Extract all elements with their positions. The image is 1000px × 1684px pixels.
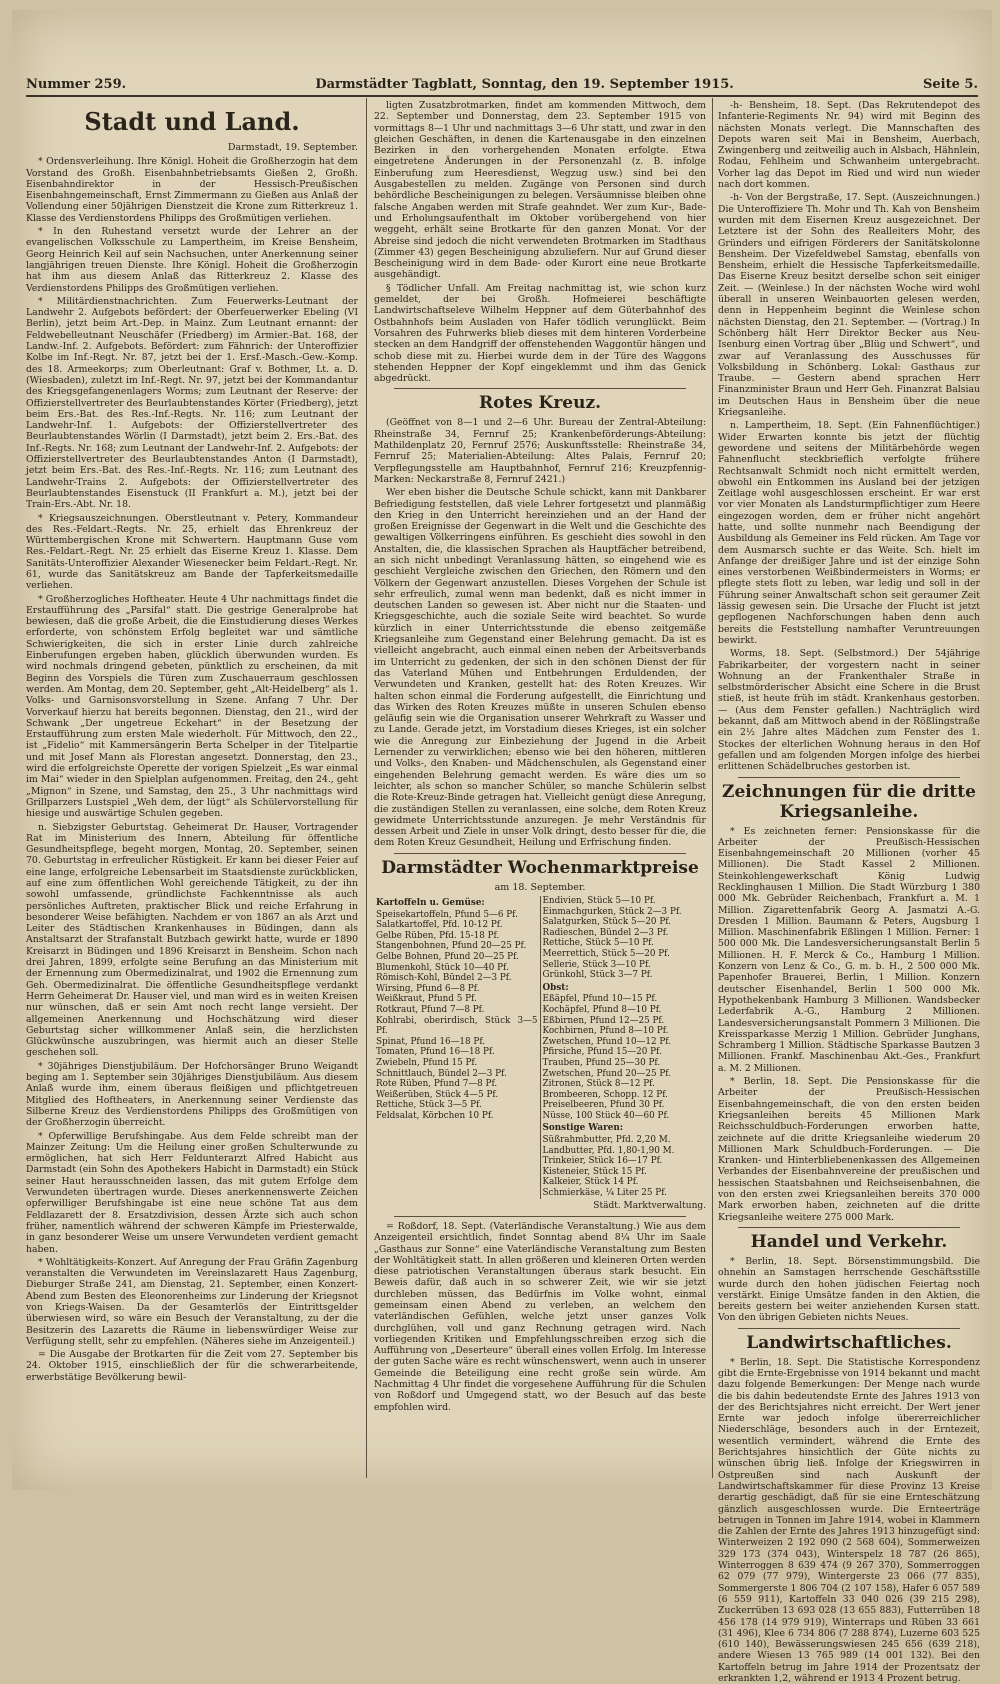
price-item: Endivien, Stück 5—10 Pf. [542,896,656,906]
divider [394,388,686,389]
article-paragraph: n. Lampertheim, 18. Sept. (Ein Fahnenflüchtiger.) Wider Erwarten konnte bis jetzt der flüchtig gewordene und seitens der Militärbehörde wegen Fahnenflucht steckbrieflich verfolgte frühere Rechtsanwalt Schmidt noch nicht ermittelt werden, obwohl ein Entkommen ins Ausland bei der jetzigen Zeitlage wohl ausgeschlossen erscheint. Er war erst vor vier Monaten als Landsturmpflichtiger zum Heere eingezogen worden, dem er früher nicht angehört hatte, und sollte nunmehr nach Beendigung der Ausbildung als Gemeiner ins Feld rücken. Am Tage vor dem Ausmarsch suchte er das Weite. Sch. hielt im Anfange der dreißiger Jahre und ist der einzige Sohn eines verstorbenen Weißbindermeisters in Worms; er pflegte stets flott zu leben, war ledig und soll in der Führung seiner Anwaltschaft schon seit geraumer Zeit lässig gewesen sein. Die Ursache der Flucht ist jetzt gepflogenen Nachforschungen haben denn auch bereits die Feststellung namhafter Veruntreuungen bewirkt. [718,420,980,646]
page-number: Seite 5. [923,77,978,92]
price-item: Speisekartoffeln, Pfund 5—6 Pf. [376,909,518,920]
article-paragraph: * Wohltätigkeits-Konzert. Auf Anregung der Frau Gräfin Zagenburg veranstalten die Verwundeten im Vereinslazarett Haus Zagenburg, Dieburger Straße 241, am Dienstag, 21. September, einen Konzert-Abend zum Besten des Eleonorenheims zur Linderung der Kriegsnot von Kriegs-Waisen. Da der Gesamterlös der Eintrittsgelder überwiesen wird, so wäre ein Besuch der Veranstaltung, zu der die Besitzerin des Lazaretts die Räume in liebenswürdiger Weise zur Verfügung stellt, sehr zu empfehlen. (Näheres siehe im Anzeigenteil.) [26,1256,358,1347]
divider [394,853,686,854]
article-paragraph: * Berlin, 18. Sept. Die Statistische Korrespondenz gibt die Ernte-Ergebnisse von 1914 bekannt und macht dazu folgende Bemerkungen: Der Menge nach wurde die bis dahin bedeutendste Ernte des Jahres 1913 von der des Berichtsjahres nicht erreicht. Der Wert jener Ernte war jedoch infolge übererreichlicher Niederschläge, besonders auch in der Erntezeit, wesentlich vermindert, während die Ernte des Berichtsjahres hinsichtlich der Güte nichts zu wünschen übrig ließ. Infolge der Kriegswirren in Ostpreußen sind nach Auskunft der Landwirtschaftskammer für diese Provinz 13 Kreise derartig geschädigt, daß für sie eine Ernteschätzung gänzlich ausgeschlossen wurde. Die Ernteerträge betrugen in Tonnen im Jahre 1914, wobei in Klammern die Zahlen der Ernte des Jahres 1913 hinzugefügt sind: Winterweizen 2 192 090 (2 568 604), Sommerweizen 329 173 (374 043), Winterspelz 18 787 (26 865), Winterroggen 8 639 474 (9 267 370), Sommerroggen 62 079 (77 979), Wintergerste 23 066 (77 835), Sommergerste 1 806 704 (2 107 158), Hafer 6 057 589 (6 559 911), Kartoffeln 33 040 026 (39 215 298), Zuckerrüben 13 693 028 (13 655 883), Futterrüben 18 456 178 (14 979 919), Winterraps und Rüben 33 661 (31 496), Klee 6 734 806 (7 288 874), Luzerne 603 525 (610 140), Bewässerungswiesen 245 656 (639 218), andere Wiesen 13 765 989 (14 001 132). Bei den Kartoffeln betrug im Jahre 1914 der Prozentsatz der erkrankten 1,2, während er 1913 4 Prozent betrug. [718,1356,981,1684]
section-heading-kriegsanleihe: Zeichnungen für die dritte Kriegsanleihe. [722,781,976,822]
price-item: Trinkeier, Stück 16—17 Pf. [542,1156,663,1167]
article-paragraph: = Roßdorf, 18. Sept. (Vaterländische Veranstaltung.) Wie aus dem Anzeigenteil ersichtlich, findet Sonntag abend 8¼ Uhr im Saale „Gasthaus zur Sonne“ eine Vaterländische Veranstaltung zum Besten der Wohltätigkeit statt. In allen größeren und kleineren Orten werden diese patriotischen Veranstaltungen überaus stark besucht. Ein Beweis dafür, daß auch in so schwerer Zeit, wie wir sie jetzt durchleben müssen, das Bedürfnis im Volke wohnt, einmal gemeinsam einen Abend zu verleben, an welchem den vaterländischen Gefühlen, welche jetzt unser ganzes Volk durchglühen, voll und ganz Rechnung getragen wird. Nach vorliegenden Kritiken und Empfehlungsschreiben erzog sich die Aufführung von „Deserteure“ überall eines vollen Erfolg. Im Interesse der guten Sache wäre es recht wünschenswert, wenn auch in unserer Gemeinde die Beteiligung eine recht große sein würde. Am Nachmittag 4 Uhr findet die vorgesehene Aufführung für die Schulen von Roßdorf und Umgegend statt, wo der Besuch auf das beste empfohlen wird. [374,1220,706,1413]
issue-number: Nummer 259. [26,77,127,92]
price-item: Salatkartoffel, Pfd. 10-12 Pf. [376,920,503,931]
price-item: Nüsse, 100 Stück 40—60 Pf. [542,1110,670,1121]
price-item: Rettiche, Stück 3—5 Pf. [376,1100,482,1111]
price-group-label: Kartoffeln u. Gemüse: [376,898,485,908]
price-group-label: Sonstige Waren: [542,1123,623,1134]
price-item: Sellerie, Stück 3—10 Pf. [542,959,651,970]
price-item: Weißkraut, Pfund 5 Pf. [376,994,477,1005]
section-heading-stadt-und-land: Stadt und Land. [84,107,300,136]
newspaper-title: Darmstädter Tagblatt, Sonntag, den 19. September 1915. [315,77,734,92]
article-paragraph: * Kriegsauszeichnungen. Oberstleutnant v. Petery, Kommandeur des Res.-Feldart.-Regts. Nr. 25, erhielt das Ehrenkreuz der Württembergischen Krone mit Schwertern. Hauptmann Guse vom Res.-Feldart.-Regt. Nr. 25 erhielt das Eiserne Kreuz 1. Klasse. Dem Sanitäts-Unteroffizier Alexander Wiesenecker beim Feldart.-Regt. Nr. 61, wurde das Sanitätskreuz am Bande der Tapferkeitsmedaille verliehen. [26,512,358,592]
newspaper-page [12,10,992,1684]
price-item: Landbutter, Pfd. 1,80-1,90 M. [542,1145,675,1156]
price-item: Schmierkäse, ¼ Liter 25 Pf. [542,1188,667,1199]
article-paragraph: (Geöffnet von 8—1 und 2—6 Uhr. Bureau der Zentral-Abteilung: Rheinstraße 34, Fernruf 25; Krankenbeförderungs-Abteilung: Mathildenplatz 20, Fernruf 2576; Auskunftsstelle: Rheinstraße 34, Fernruf 25; Materialien-Abteilung: Altes Palais, Fernruf 20; Verpflegungsstelle am Hauptbahnhof, Fernruf 216; Kreuzpfennig-Marken: Neckarstraße 8, Fernruf 2421.) [374,417,706,485]
price-item: Gelbe Bohnen, Pfund 20—25 Pf. [376,951,519,962]
price-column-right [540,896,706,1199]
price-item: Zwetschen, Pfund 10—12 Pf. [542,1036,672,1047]
divider [738,777,960,778]
section-heading-landwirtschaftliches: Landwirtschaftliches. [746,1332,952,1353]
price-item: Kohlrabi, oberirdisch, Stück 3—5 Pf. [376,1015,538,1037]
price-item: Spinat, Pfund 16—18 Pf. [376,1036,486,1047]
price-item: Wirsing, Pfund 6—8 Pf. [376,983,480,994]
article-paragraph: * Berlin, 18. Sept. Börsenstimmungsbild. Die ohnehin an Samstagen herrschende Geschäftsstille wurde durch den hohen jüdischen Feiertag noch verstärkt. Einige Umsätze fanden in den Aktien, die bereits gestern bei weiter anziehenden Kursen statt. Von den übrigen Gebieten nichts Neues. [718,1255,980,1324]
section-heading-rotes-kreuz: Rotes Kreuz. [478,393,602,414]
price-item: Brombeeren, Schopp. 12 Pf. [542,1089,668,1100]
price-item: Zwiebeln, Pfund 15 Pf. [376,1057,478,1068]
price-item: Meerrettich, Stück 5—20 Pf. [542,948,670,959]
article-paragraph: Worms, 18. Sept. (Selbstmord.) Der 54jährige Fabrikarbeiter, der vorgestern nacht in seiner Wohnung an der Frankenthaler Straße in selbstmörderischer Absicht eine Schere in die Brust stieß, ist heute früh im städt. Krankenhaus gestorben. — (Aus dem Fenster gefallen.) Nachträglich wird bekannt, daß am Mittwoch abend in der Rößlingstraße ein 2½ Jahre altes Mädchen zum Fenster des 1. Stockes der elterlichen Wohnung heraus in den Hof gefallen und am folgenden Morgen infolge des hierbei erlittenen Schädelbruches gestorben ist. [718,648,980,773]
price-item: Radieschen, Bündel 2—3 Pf. [542,927,669,938]
article-paragraph: * In den Ruhestand versetzt wurde der Lehrer an der evangelischen Volksschule zu Lampertheim, im Kreise Bensheim, Georg Heinrich Keil auf sein Nachsuchen, unter Anerkennung seiner langjährigen treuen Dienste. Ihre Königl. Hoheit die Großherzogin hat ihm aus diesem Anlaß das Ritterkreuz 2. Klasse des Verdienstordens Philipps des Großmütigen verliehen. [26,226,358,294]
article-paragraph: § Tödlicher Unfall. Am Freitag nachmittag ist, wie schon kurz gemeldet, der bei Großh. Hofmeierei beschäftigte Landwirtschaftseleve Wilhelm Heppner auf dem Güterbahnhof des Ostbahnhofs beim Ausladen von Hafer tödlich verunglückt. Beim Vorsahren des Fuhrwerks blieb dieses mit dem hinteren Vorderbeine stecken an dem Handgriff der offenstehenden Waggontür hängen und schob diese mit zu. Hierbei wurde dem in der Türe des Waggons stehenden Heppner der Kopf eingeklemmt und ihm das Genick abgedrückt. [374,282,706,385]
divider [394,1216,686,1217]
price-item: Rotkraut, Pfund 7—8 Pf. [376,1004,485,1015]
price-item: Gelbe Rüben, Pfd. 15-18 Pf. [376,930,500,941]
article-paragraph: * Großherzogliches Hoftheater. Heute 4 Uhr nachmittags findet die Erstaufführung des „Parsifal“ statt. Die gestrige Generalprobe hat bewiesen, daß die große Arbeit, die die Einstudierung dieses Werkes erforderte, von schönstem Erfolg begleitet war und sämtliche Schwierigkeiten, die sich in erster Linie durch zahlreiche Einberufungen ergeben haben, glücklich überwunden wurden. Es wird nochmals dringend gebeten, pünktlich zu erscheinen, da mit Beginn des Vorspiels die Türen zum Zuschauerraum geschlossen werden. Am Montag, dem 20. September, geht „Alt-Heidelberg“ als 1. Volks- und Garnisonsvorstellung in Szene. Anfang 7 Uhr. Der Vorverkauf hierzu hat bereits begonnen. Dienstag, den 21., wird der Schwank „Der ungetreue Eckehart“ in der Besetzung der Erstaufführung zum ersten Male wiederholt. Für Mittwoch, den 22., ist „Fidelio“ mit Kammersängerin Berta Schelper in der Titelpartie und mit Josef Mann als Florestan angesetzt. Donnerstag, den 23., wird die erfolgreichste Operette der vorigen Spielzeit „Es war einmal im Mai“ wieder in den Spielplan aufgenommen. Freitag, den 24., geht „Mignon“ in Szene, und Samstag, den 25., 3 Uhr nachmittags wird Grillparzers Lustspiel „Weh dem, der lügt“ als Schülervorstellung für hiesige und auswärtige Schulen gegeben. [26,593,358,820]
article-paragraph: * Berlin, 18. Sept. Die Pensionskasse für die Arbeiter der Preußisch-Hessischen Eisenbahngemeinschaft, die von den ersten beiden Kriegsanleihen bereits 45 Millionen Mark Reichsschuldbuch-Forderungen erworben hatte, zeichnete auf die dritte Kriegsanleihe wiederum 20 Millionen Mark Schuldbuch-Forderungen. — Die Kranken- und Hinterbliebenenkassen des Allgemeinen Verbandes der Eisenbahnvereine der preußischen und hessischen Staatsbahnen und Reichseisenbahnen, die von den ersten zwei Kriegsanleihen bereits 370 000 Mark erworben haben, zeichneten auf die dritte Kriegsanleihe weitere 275 000 Mark. [718,1076,980,1223]
price-item: Eßäpfel, Pfund 10—15 Pf. [542,994,658,1005]
article-paragraph: * Ordensverleihung. Ihre Königl. Hoheit die Großherzogin hat dem Vorstand des Großh. Eisenbahnbetriebsamts Gießen 2, Großh. Eisenbahndirektor in der Hessisch-Preußischen Eisenbahngemeinschaft, Ernst Zimmermann zu Gießen aus Anlaß der Vollendung einer 50jährigen Dienstzeit die Krone zum Ritterkreuz 1. Klasse des Verdienstordens Philipps des Großmütigen verliehen. [26,156,358,224]
divider [738,1328,960,1329]
column-3 [718,100,981,1684]
market-date: am 18. September. [494,881,586,893]
price-item: Zwetschen, Pfund 20—25 Pf. [542,1068,672,1079]
article-paragraph: * 30jähriges Dienstjubiläum. Der Hofchorsänger Bruno Weigandt beging am 1. September sein 30jähriges Dienstjubiläum. Aus diesem Anlaß wurde ihm, einem überaus fleißigen und pflichtgetreuen Mitglied des Hoftheaters, in Anerkennung seiner Verdienste das Silberne Kreuz des Verdienstordens Philipps des Großmütigen von der Großherzogin überreicht. [26,1060,358,1129]
article-paragraph: ligten Zusatzbrotmarken, findet am kommenden Mittwoch, dem 22. September und Donnerstag, dem 23. September 1915 von vormittags 8—1 Uhr und nachmittags 3—6 Uhr statt, und zwar in den gleichen Geschäften, in denen die Kartenausgabe in den einzelnen Bezirken in den vorhergehenden Monaten erfolgte. Etwa eingetretene Änderungen in der Personenzahl (z. B. infolge Einberufung zum Heeresdienst, Wegzug usw.) sind bei den Ausgabestellen zu melden. Zugänge von Personen sind durch behördliche Bescheinigungen zu belegen. Versäumnisse bleiben ohne falsche Angaben werden mit Strafe geahndet. Wer zum Kur-, Bade- und Erholungsaufenthalt im Oktober vorübergehend von hier weggeht, erhält seine Brotkarte für den ganzen Monat. Vor der Abreise sind jedoch die nicht verwendeten Brotmarken im Stadthaus (Zimmer 43) gegen Bescheinigung abzuliefern. Nur auf Grund dieser Bescheinigung wird in dem Bade- oder Kurort eine neue Brotkarte ausgehändigt. [374,100,706,281]
column-1 [26,100,358,1478]
market-footer: Städt. Marktverwaltung. [593,1200,706,1211]
article-paragraph: * Militärdienstnachrichten. Zum Feuerwerks-Leutnant der Landwehr 2. Aufgebots befördert: der Oberfeuerwerker Ebeling (VI Berlin), jetzt beim Art.-Dep. in Mainz. Zum Leutnant ernannt: der Feldwebelleutnant Neuschäfer (Friedberg) im Armier.-Bat. 168, der Landw.-Inf. 2. Aufgebots. Befördert: zum Fähnrich: der Unteroffizier Kolbe im Inf.-Regt. Nr. 87, jetzt bei der 1. Ersf.-Masch.-Gew.-Komp. des 18. Armeekorps; zum Oberleutnant: Graf v. Bothmer, Lt. a. D. (Wiesbaden), zuletzt im Inf.-Regt. Nr. 97, jetzt bei der Kommandantur des Kriegsgefangenenlagers Worms; zum Leutnant der Reserve: der Offizierstellvertreter des Beurlaubtenstandes Körter (Friedberg), jetzt beim Ers.-Bat. des Res.-Inf.-Regts. Nr. 116; zum Leutnant der Landwehr-Inf. 1. Aufgebots: der Offizierstellvertreter des Beurlaubtenstandes Wörlin (I Darmstadt), jetzt beim 2. Ers.-Bat. des Inf.-Regts. Nr. 168; zum Leutnant der Landwehr-Inf. 2. Aufgebots: der Offizierstellvertreter des Beurlaubtenstandes Anton (I Darmstadt), jetzt beim Ers.-Bat. des Res.-Inf.-Regts. Nr. 116; zum Leutnant des Landwehr-Trains 2. Aufgebots: der Offizierstellvertreter des Beurlaubtenstandes Eisenstuck (II Frankfurt a. M.), jetzt bei der Train-Ers.-Abt. Nr. 18. [26,295,358,511]
price-item: Zitronen, Stück 8—12 Pf. [542,1079,655,1090]
price-item: Kisteneier, Stück 15 Pf. [542,1166,647,1177]
divider [738,1227,960,1228]
price-item: Weißerüben, Stück 4—5 Pf. [376,1089,499,1100]
price-item: Römisch-Kohl, Bündel 2—3 Pf. [376,973,512,984]
price-item: Schnittlauch, Bündel 2—3 Pf. [376,1068,507,1079]
column-2 [374,100,706,1478]
price-item: Preiselbeeren, Pfund 30 Pf. [542,1100,665,1111]
price-item: Kochäpfel, Pfund 8—10 Pf. [542,1004,662,1015]
price-item: Süßrahmbutter, Pfd. 2,20 M. [542,1135,671,1146]
section-heading-wochenmarktpreise: Darmstädter Wochenmarktpreise [381,857,699,878]
masthead [26,62,978,97]
article-paragraph: = Die Ausgabe der Brotkarten für die Zeit vom 27. September bis 24. Oktober 1915, einschließlich der für die schwerarbeitende, erwerbstätige Bevölkerung bewil- [26,1349,358,1383]
price-item: Einmachgurken, Stück 2—3 Pf. [542,906,682,917]
article-paragraph: -h- Bensheim, 18. Sept. (Das Rekrutendepot des Infanterie-Regiments Nr. 94) wird mit Beginn des nächsten Monats verlegt. Die Mannschaften des Depots waren seit Mai in Bensheim, Auerbach, Zwingenberg und zeitweilig auch in Alsbach, Hähnlein, Rodau, Fehlheim und Schwanheim untergebracht. Vorher lag das Depot im Ried und wird nun wieder nach dort kommen. [718,100,980,191]
price-item: Rettiche, Stück 5—10 Pf. [542,938,654,949]
price-item: Tomaten, Pfund 16—18 Pf. [376,1047,495,1058]
price-item: Feldsalat, Körbchen 10 Pf. [376,1110,494,1121]
price-group-label: Obst: [542,982,569,993]
column-rule [712,98,713,1478]
section-heading-handel-und-verkehr: Handel und Verkehr. [750,1231,948,1252]
column-rule [366,98,367,1478]
price-item: Kalkeier, Stück 14 Pf. [542,1177,639,1188]
price-item: Salatgurken, Stück 5—20 Pf. [542,917,671,928]
article-paragraph: * Es zeichneten ferner: Pensionskasse für die Arbeiter der Preußisch-Hessischen Eisenbahngemeinschaft 20 Millionen (vorher 45 Millionen). Die Stadt Kassel 2 Millionen. Steinkohlengewerkschaft König Ludwig Recklinghausen 1 Million. Die Stadt Würzburg 1 380 000 Mk. Gebrüder Reichenbach, Frankfurt a. M. 1 Million. Zigarettenfabrik Georg A. Jasmatzi A.-G. Dresden 1 Million. Baumann & Peters, Augsburg 1 Million. Maschinenfabrik Eßlingen 1 Million. Ferner: 1 500 000 Mk. Die Landesversicherungsanstalt Berlin 5 Millionen. H. F. Merck & Co., Hamburg 1 Million. Konzern von Lenz & Co., G. m. b. H., 2 500 000 Mk. Papenhofer Brauerei, Berlin, 1 Million. Konzern deutscher Eisenhandel, Berlin 1 500 000 Mk. Hypothekenbank Hamburg 3 Millionen. Wandsbecker Lederfabrik A.-G., Hamburg 2 Millionen. Landesversicherungsanstalt Pommern 3 Millionen. Die Kreissparkasse Merzig 1 Million. Gebrüder Junghans, Schramberg 1 Million. Städtische Sparkasse Bautzen 3 Millionen. Frankf. Maschinenbau Akt.-Ges., Frankfurt a. M. 2 Millionen. [718,825,980,1074]
price-item: Blumenkohl, Stück 10—40 Pf. [376,962,509,973]
dateline: Darmstadt, 19. September. [227,142,358,153]
price-item: Eßbirnen, Pfund 12—25 Pf. [542,1015,665,1026]
price-item: Pfirsiche, Pfund 15—20 Pf. [542,1047,662,1058]
price-item: Trauben, Pfund 25—30 Pf. [542,1057,661,1068]
article-paragraph: -h- Von der Bergstraße, 17. Sept. (Auszeichnungen.) Die Unteroffiziere Th. Mohr und Th. Kah von Bensheim wurden mit dem Eisernen Kreuz ausgezeichnet. Der Letztere ist der Sohn des Realleiters Mohr, des Gründers und eifrigen Förderers der Sanitätskolonne Bensheim. Der Vizefeldwebel Samstag, ebenfalls von Bensheim, erhielt die Hessische Tapferkeitsmedaille. Das Eiserne Kreuz besitzt derselbe schon seit einiger Zeit. — (Weinlese.) In der nächsten Woche wird wohl überall in unseren Weinbauorten gelesen werden, denn in Heppenheim beginnt die Weinlese schon nächsten Dienstag, den 21. September. — (Vortrag.) In Schönberg hält Herr Direktor Becker aus Neu-Isenburg einen Vortrag über „Blüg und Schwert“, und zwar auf Veranlassung des Ausschusses für Volksbildung in Schönberg. Lokal: Gasthaus zur Traube. — Gestern abend sprachen Herr Finanzminister Braun und Herr Geh. Finanzrat Balsiau im Deutschen Haus in Bensheim über die neue Kriegsanleihe. [718,192,980,419]
price-item: Kochbirnen, Pfund 8—10 Pf. [542,1026,669,1037]
price-item: Grünkohl, Stück 3—7 Pf. [542,970,653,981]
article-paragraph: n. Siebzigster Geburtstag. Geheimerat Dr. Hauser, Vortragender Rat im Ministerium des Innern, Abteilung für öffentliche Gesundheitspflege, begeht morgen, Montag, 20. September, seinen 70. Geburtstag in erfreulicher Rüstigkeit. Er kann bei dieser Feier auf eine lange, erfolgreiche Lebensarbeit im Staatsdienste zurückblicken, auf eine zum öffentlichen Wohl gereichende Tätigkeit, zu der ihn sowohl umfassende, gründlichste Fachkenntnisse als auch persönliches Auftreten, praktischer Blick und reiche Erfahrung in besonderer Weise befähigten. Nachdem er von 1867 an als Arzt und Leiter des Städtischen Krankenhauses in Büdingen, dann als Anstaltsarzt der Strafanstalt Butzbach gewirkt hatte, wurde er 1890 Kreisarzt in Büdingen und 1896 Kreisarzt in Bensheim. Schon nach drei Jahren, 1899, erfolgte seine Berufung an das Ministerium mit der Ernennung zum Obermedizinalrat, und 1902 die Ernennung zum Geh. Obermedizinalrat. Die öffentliche Gesundheitspflege verdankt Herrn Geheimerat Dr. Hauser viel, und man wird es in weiten Kreisen nur wünschen, daß er sein Amt noch recht lange versieht. Der allgemeinen Anerkennung und Hochschätzung wird dieser Geburtstag sicher willkommener Anlaß sein, die herzlichsten Glückwünsche auszubringen, was hiermit auch an dieser Stelle geschehen soll. [26,821,358,1059]
price-item: Stangenbohnen, Pfund 20—25 Pf. [376,941,527,952]
article-paragraph: * Opferwillige Berufshingabe. Aus dem Felde schreibt man der Mainzer Zeitung: Um die Heilung einer großen Schulterwunde zu ermöglichen, hat sich Herr Feldunterarzt Alfred Habicht aus Darmstadt (ein Sohn des Apothekers Habicht in Darmstadt) ein Stück seiner Haut herausschneiden lassen, das mit gutem Erfolge dem Verwundeten übertragen wurde. Dieses anerkennenswerte Zeichen opferwilliger Berufshingabe ist eine neue schöne Tat aus dem Feldlazarett der 8. Ersatzdivision, dessen Ärzte sich auch schon früher, namentlich während der schweren Kämpfe im Priesterwalde, in ganz besonderer Weise um unsere Verwundeten verdient gemacht haben. [26,1130,358,1255]
article-paragraph: Wer eben bisher die Deutsche Schule schickt, kann mit Dankbarer Befriedigung feststellen, daß viele Lehrer fortgesetzt und planmäßig den Krieg in den Unterricht hereinziehen und an der Hand der großen Ereignisse der Gegenwart in die Welt und die Geschichte des gewaltigen Völkerringens einführen. Es geschieht dies sowohl in den Anstalten, die, die klassischen Sprachen als Hauptfächer betreibend, an sich nicht unbedingt Veranlassung hätten, so eingehend wie es geschieht Vergleiche zwischen den Griechen, den Römern und den Völkern der Gegenwart anzustellen. Dieses Vorgehen der Schule ist sehr erfreulich, zumal wenn man bedenkt, daß es nicht immer in deutschen Landen so gewesen ist. Aber nicht nur die Staaten- und Kriegsgeschichte, auch die soziale Seite wird beachtet. So wurde kürzlich in einer Unterrichtsstunde die ebenso zeitgemäße Kriegsanleihe zum Gegenstand einer Belehrung gemacht. Da ist es vielleicht angebracht, auch einmal einen neben der Arbeitsverbands im Unterricht zu gedenken, der sich in den schönen Dienst der für das Vaterland Mühen und Entbehrungen Erduldenden, der Verwundeten und Kranken, gestellt hat: des Roten Kreuzes. Wir halten schon einmal die Forderung aufgestellt, die Einrichtung und das Wirken des Roten Kreuzes müßte in unseren Schulen ebenso geläufig sein wie die Organisation unserer Wehrkraft zu Wasser und zu Lande. Gerade jetzt, im Vorstadium dieses Krieges, ist ein solcher wie die Anregung zur Einbeziehung der Jugend in die Arbeit Lernender zu verwirklichen; ebenso wie bei den höheren, mittleren und Volks-, den Knaben- und Mädchenschulen, als Gegenstand einer eingehenden Belehrung gemacht werden. Es wäre dies um so leichter, als schon so mancher Schüler, so manche Schülerin selbst die Rote-Kreuz-Binde getragen hat. Vielleicht genügt diese Anregung, die zuständigen Stellen zu veranlassen, eine solche, dem Roten Kreuz gewidmete Unterrichtsstunde anzuregen. Je mehr Verständnis für dessen Arbeit und Ziele in unser Volk dringt, desto besser für die, die dem Roten Kreuz Gesundheit, Heilung und Erfrischung finden. [374,487,706,849]
price-item: Rote Rüben, Pfund 7—8 Pf. [376,1079,498,1090]
price-column-left [374,896,540,1199]
market-price-table [374,896,706,1199]
